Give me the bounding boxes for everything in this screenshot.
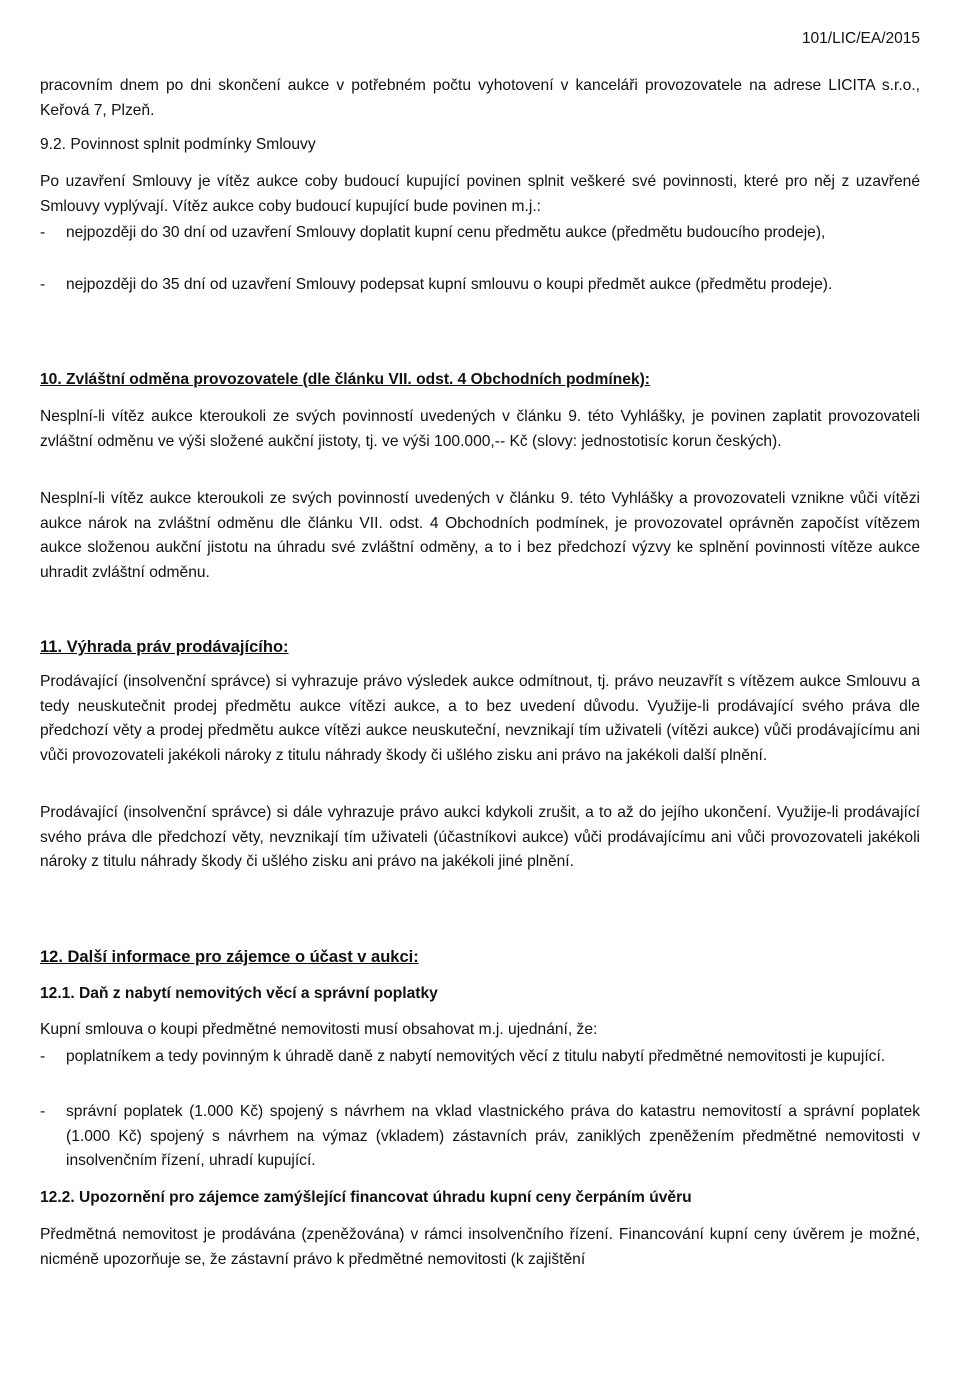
section-12-heading: 12. Další informace pro zájemce o účast v aukci: xyxy=(40,948,419,966)
section-12-2-body: Předmětná nemovitost je prodávána (zpeněžována) v rámci insolvenčního řízení. Financování kupní ceny úvěrem je možné, nicméně upozorňuje se, že zástavní právo k předmětné nemovitosti (k zajištění xyxy=(40,1226,920,1268)
list-item-text: nejpozději do 35 dní od uzavření Smlouvy podepsat kupní smlouvu o koupi předmět aukce (předmětu prodeje). xyxy=(66,276,833,293)
list-item-text: poplatníkem a tedy povinným k úhradě daně z nabytí nemovitých věcí z titulu nabytí předmětné nemovitosti je kupující. xyxy=(66,1048,886,1065)
section-9-2-body: Po uzavření Smlouvy je vítěz aukce coby budoucí kupující povinen splnit veškeré své povinnosti, které pro něj z uzavřené Smlouvy vyplývají. Vítěz aukce coby budoucí kupující bude povinen m.j.: xyxy=(40,173,920,215)
section-9-2-heading: 9.2. Povinnost splnit podmínky Smlouvy xyxy=(40,136,316,153)
list-item-text: nejpozději do 30 dní od uzavření Smlouvy doplatit kupní cenu předmětu aukce (předmětu budoucího prodeje), xyxy=(66,224,826,241)
section-12-1-heading: 12.1. Daň z nabytí nemovitých věcí a správní poplatky xyxy=(40,985,438,1002)
list-dash: - xyxy=(40,1103,46,1120)
section-10-paragraph-2: Nesplní-li vítěz aukce kteroukoli ze svých povinností uvedených v článku 9. této Vyhlášky a provozovateli vznikne vůči vítězi aukce nárok na zvláštní odměnu dle článku VII. odst. 4 Obchodních podmínek, je provozovatel oprávněn započíst vítězem aukce složenou aukční jistotu na úhradu své zvláštní odměny, a to i bez předchozí výzvy ke splnění povinnosti vítěze aukce uhradit zvláštní odměnu. xyxy=(40,490,920,581)
list-dash: - xyxy=(40,224,46,241)
list-item xyxy=(40,221,920,246)
list-item xyxy=(40,1100,920,1174)
list-item xyxy=(40,1045,920,1070)
intro-paragraph: pracovním dnem po dni skončení aukce v potřebném počtu vyhotovení v kanceláři provozovatele na adrese LICITA s.r.o., Keřová 7, Plzeň. xyxy=(40,77,920,119)
section-11-paragraph-2: Prodávající (insolvenční správce) si dále vyhrazuje právo aukci kdykoli zrušit, a to až do jejího ukončení. Využije-li prodávající svého práva dle předchozí věty, nevznikají tím uživateli (účastníkovi aukce) vůči prodávajícímu ani vůči provozovateli jakékoli nároky z titulu náhrady škody či ušlého zisku ani právo na jakékoli jiné plnění. xyxy=(40,804,920,870)
list-item xyxy=(40,273,920,298)
document-code: 101/LIC/EA/2015 xyxy=(801,30,920,47)
list-dash: - xyxy=(40,276,46,293)
section-11-heading: 11. Výhrada práv prodávajícího: xyxy=(40,638,289,656)
list-dash: - xyxy=(40,1048,46,1065)
section-10-heading: 10. Zvláštní odměna provozovatele (dle článku VII. odst. 4 Obchodních podmínek): xyxy=(40,371,650,388)
list-item-text: správní poplatek (1.000 Kč) spojený s návrhem na vklad vlastnického práva do katastru nemovitostí a správní poplatek (1.000 Kč) spojený s návrhem na výmaz (vkladem) zástavních práv, zaniklých zpeněžením předmětné nemovitosti v insolvenčním řízení, uhradí kupující. xyxy=(66,1103,920,1169)
section-12-1-intro: Kupní smlouva o koupi předmětné nemovitosti musí obsahovat m.j. ujednání, že: xyxy=(40,1021,598,1038)
section-12-2-heading: 12.2. Upozornění pro zájemce zamýšlející financovat úhradu kupní ceny čerpáním úvěru xyxy=(40,1189,692,1206)
section-11-paragraph-1: Prodávající (insolvenční správce) si vyhrazuje právo výsledek aukce odmítnout, tj. právo neuzavřít s vítězem aukce Smlouvu a tedy neuskutečnit prodej předmětu aukce vítězi aukce, a to bez uvedení důvodu. Využije-li prodávající svého práva dle předchozí věty a prodej předmětu aukce vítězi aukce neuskuteční, nevznikají tím uživateli (vítězi aukce) vůči prodávajícímu ani vůči provozovateli jakékoli nároky z titulu náhrady škody či ušlého zisku ani právo na jakékoli další plnění. xyxy=(40,673,920,764)
section-10-paragraph-1: Nesplní-li vítěz aukce kteroukoli ze svých povinností uvedených v článku 9. této Vyhlášky, je povinen zaplatit provozovateli zvláštní odměnu ve výši složené aukční jistoty, tj. ve výši 100.000,-- Kč (slovy: jednostotisíc korun českých). xyxy=(40,408,920,450)
